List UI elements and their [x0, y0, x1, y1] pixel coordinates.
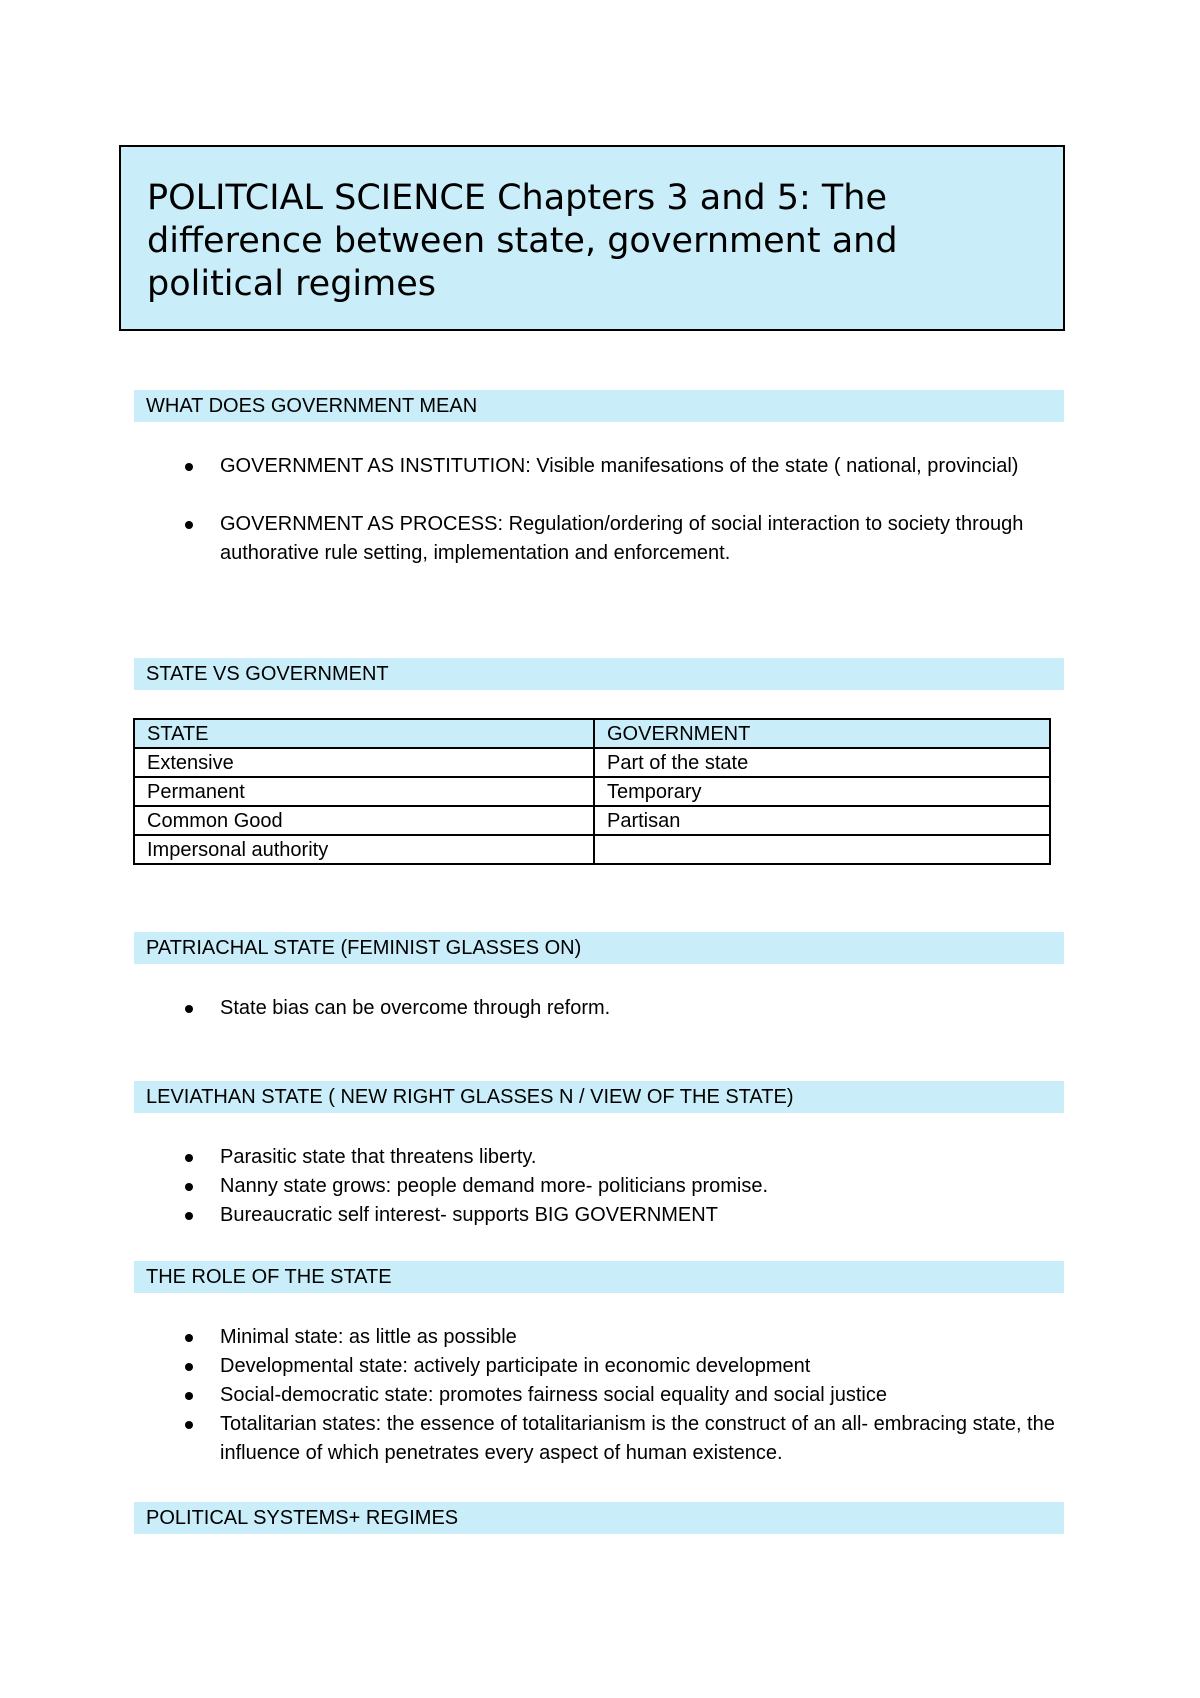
table-row: [134, 777, 1050, 806]
list-item: Social-democratic state: promotes fairness social equality and social justice: [183, 1381, 1083, 1410]
role-of-state-list: [183, 1323, 1083, 1468]
list-item: Totalitarian states: the essence of totalitarianism is the construct of an all- embracing state, the influence of which penetrates every aspect of human existence.: [183, 1410, 1083, 1468]
table-cell: Partisan: [594, 806, 1050, 835]
title-box: [119, 145, 1065, 331]
section-heading-state-vs-government: STATE VS GOVERNMENT: [134, 658, 1064, 690]
page-title: POLITCIAL SCIENCE Chapters 3 and 5: The difference between state, government and political regimes: [147, 178, 898, 304]
table-row: [134, 835, 1050, 864]
list-item: Developmental state: actively participate in economic development: [183, 1352, 1083, 1381]
table-cell: Common Good: [134, 806, 594, 835]
list-item: Bureaucratic self interest- supports BIG GOVERNMENT: [183, 1201, 1083, 1230]
table-header-cell: GOVERNMENT: [594, 719, 1050, 748]
government-meaning-list: [183, 452, 1083, 568]
table-header-cell: STATE: [134, 719, 594, 748]
patriarchal-state-list: [183, 994, 1083, 1023]
table-row: [134, 748, 1050, 777]
table-cell: Temporary: [594, 777, 1050, 806]
list-item: State bias can be overcome through reform.: [183, 994, 1083, 1023]
list-item: GOVERNMENT AS INSTITUTION: Visible manifesations of the state ( national, provincial): [183, 452, 1083, 481]
table-cell: Part of the state: [594, 748, 1050, 777]
table-header-row: [134, 719, 1050, 748]
state-vs-government-table: [133, 718, 1051, 865]
table-cell: [594, 835, 1050, 864]
table-cell: Permanent: [134, 777, 594, 806]
leviathan-state-list: [183, 1143, 1083, 1230]
list-item: Nanny state grows: people demand more- politicians promise.: [183, 1172, 1083, 1201]
list-item: GOVERNMENT AS PROCESS: Regulation/ordering of social interaction to society through authorative rule setting, implementation and enforcement.: [183, 510, 1083, 568]
list-item: Parasitic state that threatens liberty.: [183, 1143, 1083, 1172]
list-item: Minimal state: as little as possible: [183, 1323, 1083, 1352]
section-heading-leviathan-state: LEVIATHAN STATE ( NEW RIGHT GLASSES N / VIEW OF THE STATE): [134, 1081, 1064, 1113]
table-cell: Impersonal authority: [134, 835, 594, 864]
section-heading-role-of-state: THE ROLE OF THE STATE: [134, 1261, 1064, 1293]
table-cell: Extensive: [134, 748, 594, 777]
section-heading-patriarchal-state: PATRIACHAL STATE (FEMINIST GLASSES ON): [134, 932, 1064, 964]
section-heading-political-systems: POLITICAL SYSTEMS+ REGIMES: [134, 1502, 1064, 1534]
table-row: [134, 806, 1050, 835]
section-heading-government-meaning: WHAT DOES GOVERNMENT MEAN: [134, 390, 1064, 422]
